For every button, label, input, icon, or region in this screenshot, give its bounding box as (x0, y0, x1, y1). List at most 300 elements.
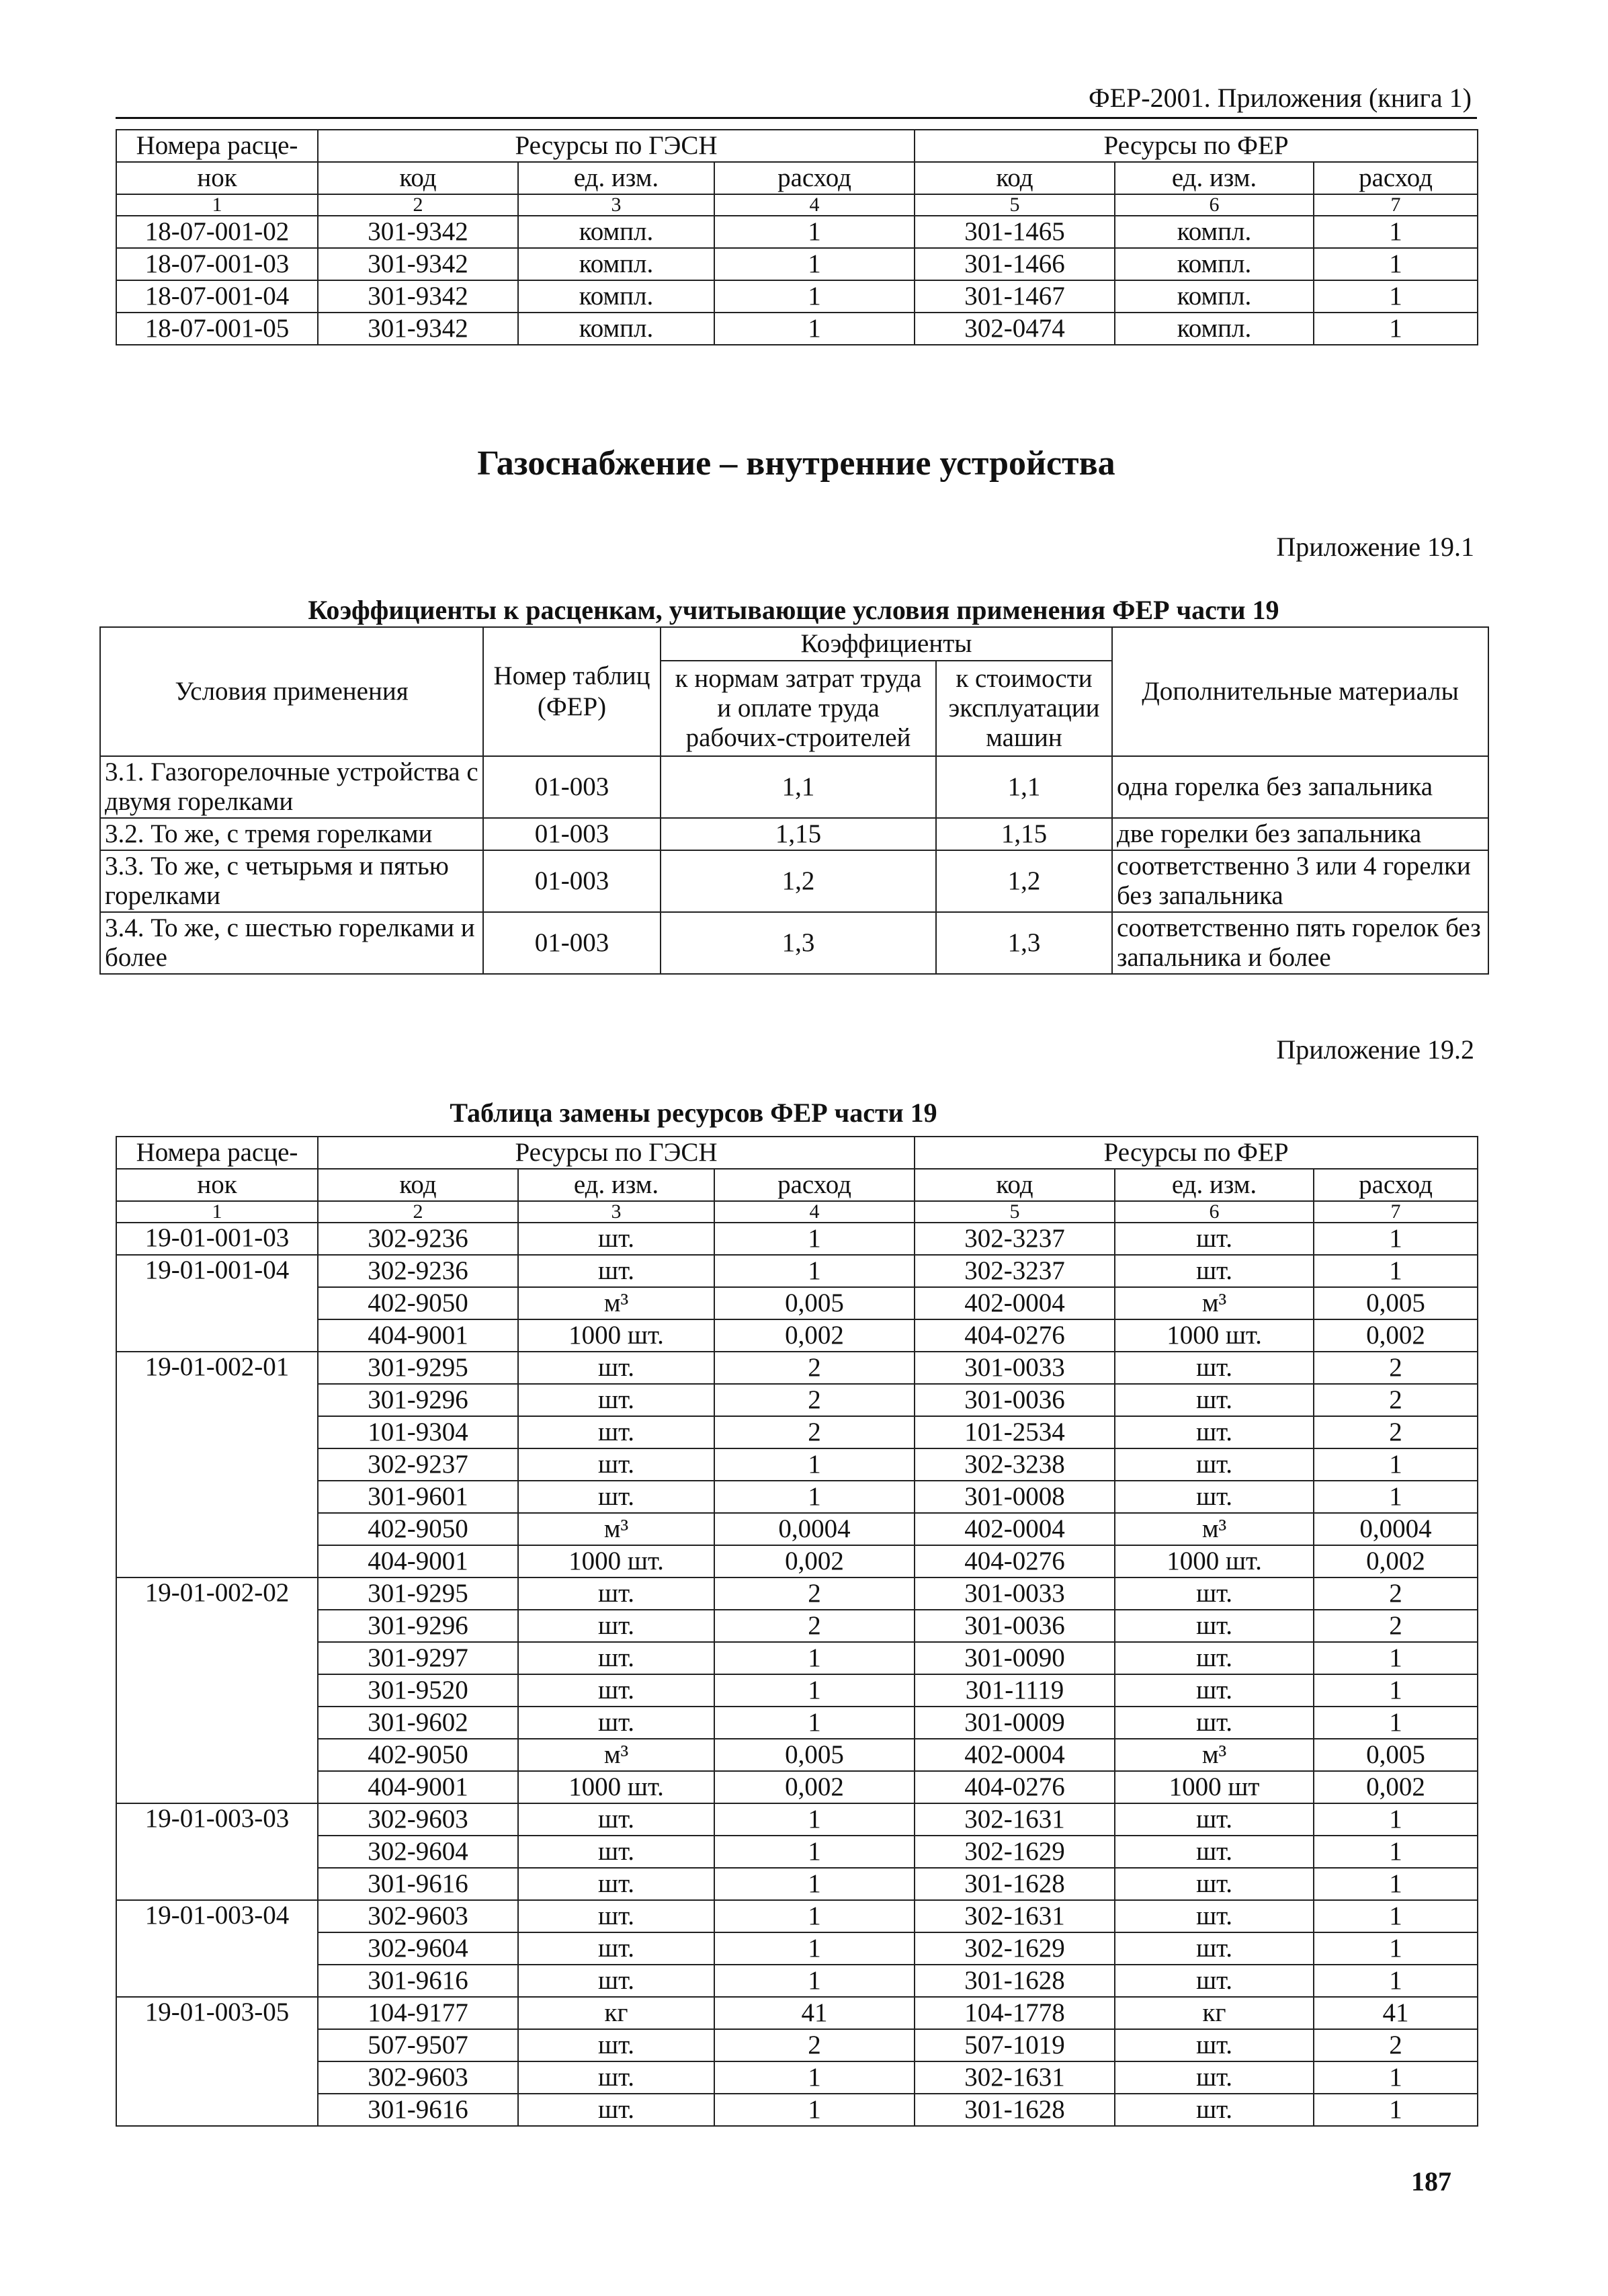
table-row (116, 1739, 1478, 1771)
fer-unit: шт. (1115, 1836, 1314, 1868)
gesn-amount: 1 (714, 2094, 915, 2126)
header-rashod: расход (1314, 162, 1478, 194)
gesn-code: 101-9304 (318, 1416, 518, 1448)
fer-amount: 0,005 (1314, 1287, 1478, 1319)
col-number: 3 (518, 1201, 714, 1223)
table-row (116, 1545, 1478, 1577)
fer-code: 301-0090 (915, 1642, 1115, 1674)
rate-number: 19-01-001-03 (116, 1223, 318, 1255)
gesn-code: 301-9342 (318, 248, 518, 280)
fer-unit: шт. (1115, 1707, 1314, 1739)
gesn-code: 301-9520 (318, 1674, 518, 1707)
header-fer: Ресурсы по ФЕР (915, 1137, 1478, 1169)
table-row (116, 313, 1478, 345)
fer-amount: 0,005 (1314, 1739, 1478, 1771)
table-row (116, 1900, 1478, 1932)
fer-unit: компл. (1115, 216, 1314, 248)
fer-unit: шт. (1115, 1965, 1314, 1997)
table-number: 01-003 (483, 818, 661, 850)
fer-amount: 2 (1314, 1416, 1478, 1448)
fer-code: 104-1778 (915, 1997, 1115, 2029)
gesn-unit: шт. (518, 2061, 714, 2094)
fer-amount: 1 (1314, 1642, 1478, 1674)
gesn-amount: 1 (714, 1965, 915, 1997)
table-row (116, 280, 1478, 313)
gesn-amount: 0,005 (714, 1287, 915, 1319)
gesn-amount: 1 (714, 1255, 915, 1287)
appendix-19-2-label: Приложение 19.2 (1276, 1034, 1474, 1065)
gesn-amount: 2 (714, 1352, 915, 1384)
header-kod: код (318, 1169, 518, 1201)
table-row (116, 1771, 1478, 1803)
gesn-amount: 1 (714, 1642, 915, 1674)
fer-amount: 0,0004 (1314, 1513, 1478, 1545)
col-number: 1 (116, 1201, 318, 1223)
col-number: 5 (915, 1201, 1115, 1223)
gesn-code: 301-9616 (318, 1965, 518, 1997)
fer-amount: 1 (1314, 248, 1478, 280)
fer-code: 301-0033 (915, 1352, 1115, 1384)
col-number: 4 (714, 1201, 915, 1223)
table-row (116, 1352, 1478, 1384)
fer-unit: шт. (1115, 1610, 1314, 1642)
labor-coefficient: 1,15 (661, 818, 936, 850)
fer-code: 101-2534 (915, 1416, 1115, 1448)
fer-amount: 2 (1314, 1610, 1478, 1642)
table-number: 01-003 (483, 912, 661, 974)
table-row (116, 1255, 1478, 1287)
machines-coefficient: 1,1 (936, 756, 1112, 818)
table-row (116, 1610, 1478, 1642)
gesn-code: 507-9507 (318, 2029, 518, 2061)
header-ed: ед. изм. (518, 1169, 714, 1201)
fer-unit: шт. (1115, 1352, 1314, 1384)
gesn-amount: 1 (714, 1803, 915, 1836)
gesn-unit: м³ (518, 1287, 714, 1319)
gesn-code: 301-9342 (318, 216, 518, 248)
fer-amount: 1 (1314, 2061, 1478, 2094)
fer-unit: шт. (1115, 1577, 1314, 1610)
table-row (100, 756, 1488, 818)
fer-unit: шт. (1115, 2094, 1314, 2126)
fer-amount: 1 (1314, 1868, 1478, 1900)
gesn-code: 302-9236 (318, 1255, 518, 1287)
table-row (116, 1319, 1478, 1352)
fer-amount: 1 (1314, 2094, 1478, 2126)
condition: 3.4. То же, с шестью горелками и более (100, 912, 483, 974)
table-row (116, 1384, 1478, 1416)
table-row (116, 216, 1478, 248)
machines-coefficient: 1,15 (936, 818, 1112, 850)
gesn-unit: 1000 шт. (518, 1545, 714, 1577)
fer-code: 402-0004 (915, 1287, 1115, 1319)
table-row (100, 912, 1488, 974)
gesn-code: 302-9236 (318, 1223, 518, 1255)
resource-replacement-table (116, 1136, 1478, 2127)
gesn-unit: шт. (518, 1352, 714, 1384)
gesn-unit: шт. (518, 1223, 714, 1255)
gesn-unit: м³ (518, 1739, 714, 1771)
gesn-amount: 2 (714, 1384, 915, 1416)
gesn-amount: 1 (714, 1836, 915, 1868)
fer-unit: компл. (1115, 313, 1314, 345)
fer-code: 301-0009 (915, 1707, 1115, 1739)
gesn-amount: 2 (714, 1610, 915, 1642)
rate-number: 18-07-001-05 (116, 313, 318, 345)
gesn-amount: 1 (714, 2061, 915, 2094)
condition: 3.3. То же, с четырьмя и пятью горелками (100, 850, 483, 912)
table-row (116, 1287, 1478, 1319)
gesn-code: 402-9050 (318, 1739, 518, 1771)
gesn-unit: шт. (518, 1900, 714, 1932)
fer-unit: шт. (1115, 1674, 1314, 1707)
rate-number: 19-01-002-02 (116, 1577, 318, 1803)
table-row (116, 1416, 1478, 1448)
gesn-code: 404-9001 (318, 1319, 518, 1352)
table-row (116, 1836, 1478, 1868)
additional-materials: одна горелка без запальника (1112, 756, 1488, 818)
table-row (116, 248, 1478, 280)
fer-code: 301-1119 (915, 1674, 1115, 1707)
header-kod: код (915, 1169, 1115, 1201)
fer-unit: компл. (1115, 248, 1314, 280)
gesn-unit: 1000 шт. (518, 1771, 714, 1803)
gesn-code: 301-9342 (318, 313, 518, 345)
header-rate-number: Номера расце- (116, 130, 318, 162)
rate-number: 19-01-003-04 (116, 1900, 318, 1997)
fer-code: 301-0033 (915, 1577, 1115, 1610)
gesn-unit: шт. (518, 2094, 714, 2126)
gesn-unit: шт. (518, 1448, 714, 1481)
fer-code: 302-3238 (915, 1448, 1115, 1481)
gesn-amount: 0,002 (714, 1771, 915, 1803)
fer-amount: 1 (1314, 216, 1478, 248)
fer-amount: 2 (1314, 1352, 1478, 1384)
table-row (116, 1997, 1478, 2029)
fer-unit: шт. (1115, 1223, 1314, 1255)
fer-unit: 1000 шт (1115, 1771, 1314, 1803)
gesn-amount: 1 (714, 313, 915, 345)
fer-code: 301-0036 (915, 1384, 1115, 1416)
table-number: 01-003 (483, 756, 661, 818)
gesn-code: 302-9603 (318, 2061, 518, 2094)
gesn-code: 301-9296 (318, 1384, 518, 1416)
gesn-amount: 2 (714, 2029, 915, 2061)
fer-amount: 1 (1314, 1255, 1478, 1287)
gesn-unit: компл. (518, 248, 714, 280)
fer-amount: 2 (1314, 2029, 1478, 2061)
gesn-amount: 1 (714, 1448, 915, 1481)
fer-amount: 1 (1314, 1836, 1478, 1868)
col-number: 1 (116, 194, 318, 216)
fer-amount: 2 (1314, 1384, 1478, 1416)
gesn-code: 402-9050 (318, 1513, 518, 1545)
fer-code: 301-1628 (915, 1868, 1115, 1900)
col-number: 2 (318, 194, 518, 216)
fer-code: 404-0276 (915, 1545, 1115, 1577)
table-number: 01-003 (483, 850, 661, 912)
gesn-amount: 1 (714, 1481, 915, 1513)
gesn-unit: шт. (518, 1836, 714, 1868)
fer-amount: 1 (1314, 1900, 1478, 1932)
fer-amount: 1 (1314, 1223, 1478, 1255)
table-row (116, 1513, 1478, 1545)
gesn-unit: шт. (518, 1481, 714, 1513)
header-rashod: расход (714, 1169, 915, 1201)
machines-coefficient: 1,3 (936, 912, 1112, 974)
table-row (116, 1481, 1478, 1513)
fer-code: 302-1629 (915, 1836, 1115, 1868)
fer-amount: 2 (1314, 1577, 1478, 1610)
col-number: 5 (915, 194, 1115, 216)
col-number: 3 (518, 194, 714, 216)
appendix-19-1-title: Коэффициенты к расценкам, учитывающие условия применения ФЕР части 19 (308, 595, 1279, 625)
fer-unit: шт. (1115, 1803, 1314, 1836)
col-number: 6 (1115, 194, 1314, 216)
gesn-code: 302-9603 (318, 1803, 518, 1836)
header-rate-number-2: нок (116, 1169, 318, 1201)
fer-amount: 1 (1314, 1448, 1478, 1481)
fer-amount: 41 (1314, 1997, 1478, 2029)
machines-coefficient: 1,2 (936, 850, 1112, 912)
table-row (100, 850, 1488, 912)
gesn-unit: шт. (518, 1577, 714, 1610)
header-ed: ед. изм. (1115, 162, 1314, 194)
table-row (116, 2094, 1478, 2126)
gesn-unit: шт. (518, 1707, 714, 1739)
gesn-amount: 1 (714, 216, 915, 248)
gesn-amount: 1 (714, 1900, 915, 1932)
page-number: 187 (1411, 2166, 1451, 2197)
fer-unit: м³ (1115, 1513, 1314, 1545)
table-row (116, 1448, 1478, 1481)
gesn-code: 104-9177 (318, 1997, 518, 2029)
fer-code: 301-1467 (915, 280, 1115, 313)
header-kod: код (915, 162, 1115, 194)
fer-code: 301-1628 (915, 2094, 1115, 2126)
fer-code: 302-3237 (915, 1255, 1115, 1287)
condition: 3.1. Газогорелочные устройства с двумя горелками (100, 756, 483, 818)
header-rate-number-2: нок (116, 162, 318, 194)
table-row (116, 1965, 1478, 1997)
rate-number: 18-07-001-03 (116, 248, 318, 280)
header-machines: к стоимости эксплуатации машин (936, 661, 1112, 756)
fer-unit: шт. (1115, 1932, 1314, 1965)
gesn-code: 301-9342 (318, 280, 518, 313)
header-rashod: расход (714, 162, 915, 194)
fer-code: 301-0008 (915, 1481, 1115, 1513)
gesn-code: 302-9604 (318, 1836, 518, 1868)
fer-code: 302-1629 (915, 1932, 1115, 1965)
rate-number: 18-07-001-02 (116, 216, 318, 248)
resource-table-18 (116, 129, 1478, 345)
fer-amount: 1 (1314, 1481, 1478, 1513)
table-row (116, 1674, 1478, 1707)
fer-unit: шт. (1115, 1384, 1314, 1416)
gesn-code: 302-9604 (318, 1932, 518, 1965)
labor-coefficient: 1,2 (661, 850, 936, 912)
fer-unit: м³ (1115, 1287, 1314, 1319)
gesn-unit: шт. (518, 1868, 714, 1900)
labor-coefficient: 1,3 (661, 912, 936, 974)
fer-code: 301-1628 (915, 1965, 1115, 1997)
gesn-amount: 1 (714, 280, 915, 313)
fer-amount: 1 (1314, 1932, 1478, 1965)
table-row (116, 1707, 1478, 1739)
gesn-amount: 1 (714, 1868, 915, 1900)
appendix-19-2-title: Таблица замены ресурсов ФЕР части 19 (450, 1098, 937, 1128)
header-ed: ед. изм. (518, 162, 714, 194)
fer-unit: 1000 шт. (1115, 1545, 1314, 1577)
gesn-code: 301-9297 (318, 1642, 518, 1674)
fer-unit: шт. (1115, 2029, 1314, 2061)
additional-materials: две горелки без запальника (1112, 818, 1488, 850)
gesn-unit: шт. (518, 1932, 714, 1965)
fer-amount: 1 (1314, 1965, 1478, 1997)
fer-code: 402-0004 (915, 1513, 1115, 1545)
col-number: 7 (1314, 194, 1478, 216)
gesn-code: 301-9616 (318, 1868, 518, 1900)
fer-code: 302-1631 (915, 1803, 1115, 1836)
fer-unit: кг (1115, 1997, 1314, 2029)
section-title: Газоснабжение – внутренние устройства (477, 444, 1115, 483)
gesn-amount: 0,005 (714, 1739, 915, 1771)
rate-number: 19-01-001-04 (116, 1255, 318, 1352)
fer-amount: 1 (1314, 1674, 1478, 1707)
fer-code: 302-1631 (915, 1900, 1115, 1932)
header-conditions: Условия применения (100, 627, 483, 756)
fer-amount: 1 (1314, 1707, 1478, 1739)
fer-unit: шт. (1115, 2061, 1314, 2094)
table-row (116, 1577, 1478, 1610)
header-coefficients: Коэффициенты (661, 627, 1112, 661)
gesn-unit: шт. (518, 1255, 714, 1287)
fer-unit: шт. (1115, 1642, 1314, 1674)
gesn-code: 301-9295 (318, 1352, 518, 1384)
gesn-amount: 41 (714, 1997, 915, 2029)
fer-unit: шт. (1115, 1448, 1314, 1481)
col-number: 4 (714, 194, 915, 216)
gesn-code: 404-9001 (318, 1771, 518, 1803)
gesn-unit: шт. (518, 1642, 714, 1674)
fer-amount: 0,002 (1314, 1545, 1478, 1577)
gesn-unit: компл. (518, 313, 714, 345)
header-rule (116, 117, 1477, 119)
col-number: 7 (1314, 1201, 1478, 1223)
col-number: 2 (318, 1201, 518, 1223)
gesn-code: 301-9295 (318, 1577, 518, 1610)
table-row (116, 1642, 1478, 1674)
gesn-unit: кг (518, 1997, 714, 2029)
header-ed: ед. изм. (1115, 1169, 1314, 1201)
gesn-unit: шт. (518, 1803, 714, 1836)
gesn-unit: шт. (518, 1416, 714, 1448)
table-row (116, 2029, 1478, 2061)
header-table-number: Номер таблиц (ФЕР) (483, 627, 661, 756)
gesn-unit: компл. (518, 280, 714, 313)
header-rate-number: Номера расце- (116, 1137, 318, 1169)
gesn-unit: шт. (518, 2029, 714, 2061)
fer-unit: шт. (1115, 1416, 1314, 1448)
fer-amount: 1 (1314, 1803, 1478, 1836)
gesn-code: 404-9001 (318, 1545, 518, 1577)
fer-code: 302-3237 (915, 1223, 1115, 1255)
fer-amount: 1 (1314, 280, 1478, 313)
fer-unit: 1000 шт. (1115, 1319, 1314, 1352)
gesn-code: 402-9050 (318, 1287, 518, 1319)
rate-number: 19-01-002-01 (116, 1352, 318, 1577)
gesn-amount: 0,002 (714, 1319, 915, 1352)
fer-unit: шт. (1115, 1255, 1314, 1287)
table-row (116, 1868, 1478, 1900)
fer-amount: 0,002 (1314, 1319, 1478, 1352)
table-row (116, 2061, 1478, 2094)
rate-number: 19-01-003-05 (116, 1997, 318, 2126)
fer-code: 507-1019 (915, 2029, 1115, 2061)
table-row (116, 1932, 1478, 1965)
condition: 3.2. То же, с тремя горелками (100, 818, 483, 850)
gesn-amount: 1 (714, 1932, 915, 1965)
gesn-amount: 1 (714, 1674, 915, 1707)
gesn-unit: шт. (518, 1965, 714, 1997)
gesn-amount: 1 (714, 248, 915, 280)
table-row (116, 1803, 1478, 1836)
header-materials: Дополнительные материалы (1112, 627, 1488, 756)
fer-unit: шт. (1115, 1481, 1314, 1513)
gesn-code: 302-9603 (318, 1900, 518, 1932)
table-row (116, 1223, 1478, 1255)
col-number: 6 (1115, 1201, 1314, 1223)
gesn-code: 301-9296 (318, 1610, 518, 1642)
gesn-amount: 0,002 (714, 1545, 915, 1577)
gesn-amount: 2 (714, 1416, 915, 1448)
fer-amount: 1 (1314, 313, 1478, 345)
fer-code: 302-1631 (915, 2061, 1115, 2094)
header-rashod: расход (1314, 1169, 1478, 1201)
gesn-code: 301-9601 (318, 1481, 518, 1513)
header-fer: Ресурсы по ФЕР (915, 130, 1478, 162)
gesn-unit: шт. (518, 1610, 714, 1642)
fer-unit: шт. (1115, 1868, 1314, 1900)
rate-number: 18-07-001-04 (116, 280, 318, 313)
gesn-amount: 2 (714, 1577, 915, 1610)
gesn-amount: 0,0004 (714, 1513, 915, 1545)
gesn-unit: шт. (518, 1674, 714, 1707)
header-kod: код (318, 162, 518, 194)
fer-code: 404-0276 (915, 1771, 1115, 1803)
gesn-amount: 1 (714, 1223, 915, 1255)
gesn-amount: 1 (714, 1707, 915, 1739)
fer-code: 301-1466 (915, 248, 1115, 280)
gesn-unit: м³ (518, 1513, 714, 1545)
gesn-code: 301-9602 (318, 1707, 518, 1739)
labor-coefficient: 1,1 (661, 756, 936, 818)
fer-code: 302-0474 (915, 313, 1115, 345)
gesn-code: 301-9616 (318, 2094, 518, 2126)
appendix-19-1-label: Приложение 19.1 (1276, 532, 1474, 562)
gesn-unit: 1000 шт. (518, 1319, 714, 1352)
fer-unit: компл. (1115, 280, 1314, 313)
fer-unit: м³ (1115, 1739, 1314, 1771)
gesn-unit: шт. (518, 1384, 714, 1416)
fer-code: 301-1465 (915, 216, 1115, 248)
rate-number: 19-01-003-03 (116, 1803, 318, 1900)
running-header: ФЕР-2001. Приложения (книга 1) (1089, 83, 1472, 113)
fer-code: 301-0036 (915, 1610, 1115, 1642)
fer-code: 404-0276 (915, 1319, 1115, 1352)
fer-amount: 0,002 (1314, 1771, 1478, 1803)
header-gesn: Ресурсы по ГЭСН (318, 130, 915, 162)
